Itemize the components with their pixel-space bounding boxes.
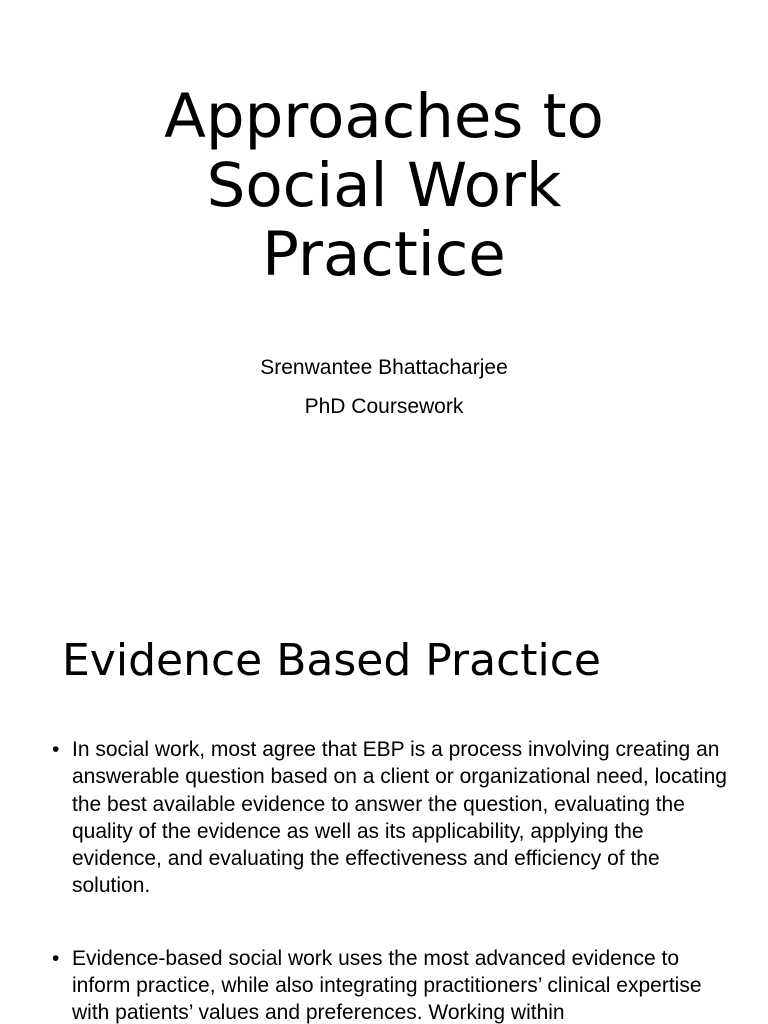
title-line: Approaches to (164, 81, 604, 152)
bullet-item (52, 736, 732, 900)
bullet-list (52, 736, 732, 1024)
content-slide (0, 576, 768, 1024)
presentation-title (0, 82, 768, 289)
bullet-dot-icon: • (52, 946, 60, 970)
bullet-text: In social work, most agree that EBP is a process involving creating an answerable question based on a client or organizational need, locating the best available evidence to answer the question, evaluating the quality of the evidence as well as its applicability, applying the evidence, and evaluating the effectiveness and efficiency of the solution. (72, 738, 727, 898)
section-heading: Evidence Based Practice (62, 635, 601, 686)
bullet-dot-icon: • (52, 738, 60, 761)
bullet-text: Evidence-based social work uses the most advanced evidence to inform practice, while also integrating practitioners’ clinical expertise with patients’ values and preferences. Working within (72, 946, 702, 1024)
subtitle-block (0, 348, 768, 426)
bullet-item (52, 945, 732, 1024)
course-name: PhD Coursework (304, 395, 464, 418)
author-name: Srenwantee Bhattacharjee (260, 356, 508, 379)
title-line: Practice (262, 219, 506, 290)
title-line: Social Work (206, 150, 562, 221)
